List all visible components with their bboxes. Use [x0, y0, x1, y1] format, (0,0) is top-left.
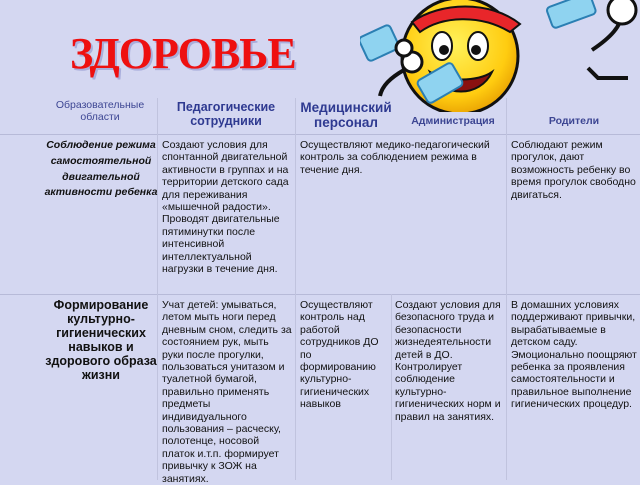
- smiley-mascot-icon: [360, 0, 640, 112]
- page-title: ЗДОРОВЬЕ: [70, 29, 296, 78]
- row2-medical: Осуществляют контроль над работой сотрудников ДО по формированию культурно-гигиенических навыков: [300, 299, 379, 411]
- row2-pedagogues: Учат детей: умываться, летом мыть ноги перед дневным сном, следить за состоянием рук, мыть руки после прогулки, пользоваться унитазом и туалетной бумагой, правильно применять предметы индивидуального пользования – расческу, полотенце, носовой платок и.т.п. формирует привычку к ЗОЖ на занятиях.: [162, 299, 292, 485]
- header-pedagogues: Педагогические сотрудники: [176, 100, 276, 128]
- row2-parents: В домашних условиях поддерживают привычки, вырабатываемые в детском саду. Эмоционально поощряют ребенка за проявления самостоятельности и правильное выполнение гигиенических процедур.: [511, 299, 637, 411]
- header-education-areas: Образовательные области: [55, 99, 145, 123]
- row1-medical-admin: Осуществляют медико-педагогический контроль за соблюдением режима в течение дня.: [300, 139, 490, 176]
- row2-administration: Создают условия для безопасного труда и безопасности жизнедеятельности детей в ДО. Контролирует соблюдение культурно-гигиенических норм и правил на занятиях.: [395, 299, 501, 423]
- row1-area: Соблюдение режима самостоятельной двигательной активности ребенка: [44, 139, 158, 199]
- row1-parents: Соблюдают режим прогулок, дают возможность ребенку во время прогулок свободно двигаться.: [511, 139, 636, 201]
- header-medical: Медицинский персонал: [300, 100, 392, 131]
- header-administration: Администрация: [411, 115, 495, 127]
- row1-pedagogues: Создают условия для спонтанной двигательной активности в группах и на территории детского сада для переживания «мышечной радости». Проводят двигательные пятиминутки после интенсивной интеллектуальной нагрузки в течение дня.: [162, 139, 289, 276]
- header-parents: Родители: [548, 115, 600, 127]
- row2-area: Формирование культурно-гигиенических навыков и здорового образа жизни: [45, 298, 157, 382]
